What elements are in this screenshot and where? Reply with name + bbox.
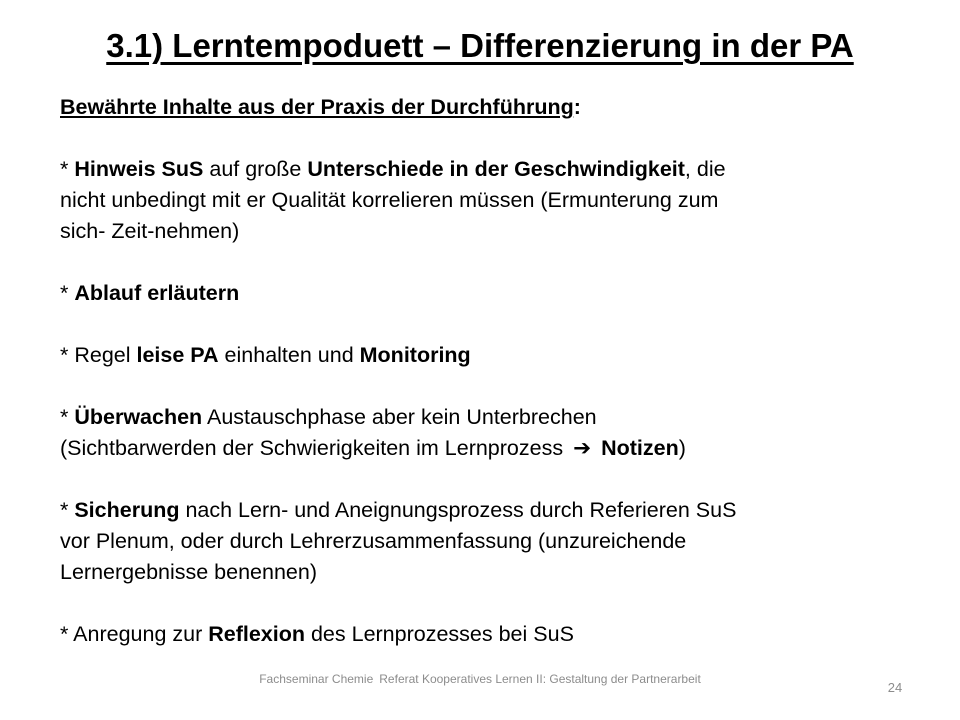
bullet-hinweis-bold2: Unterschiede in der Geschwindigkeit — [307, 157, 685, 181]
bullet-ueberwachen-text1: Austauschphase aber kein Unterbrechen — [202, 405, 597, 429]
spacer — [60, 309, 920, 340]
bullet-hinweis-line2: nicht unbedingt mit er Qualität korrelieren müssen (Ermunterung zum — [60, 188, 719, 212]
page-number: 24 — [887, 680, 903, 695]
bullet-regel-prefix: * Regel — [60, 343, 137, 367]
bullet-hinweis-bold1: Hinweis SuS — [74, 157, 204, 181]
bullet-regel-bold1: leise PA — [136, 343, 219, 367]
bullet-anregung-prefix: * Anregung zur — [60, 622, 209, 646]
bullet-ueberwachen-line2 — [60, 433, 920, 464]
footer-topic: Referat Kooperatives Lernen II: Gestaltung der Partnerarbeit — [379, 672, 701, 686]
bullet-ueberwachen-line2-end: ) — [678, 436, 686, 460]
bullet-sicherung-line3: Lernergebnisse benennen) — [60, 560, 318, 584]
bullet-regel — [60, 340, 920, 371]
bullet-marker: * — [60, 281, 75, 305]
spacer — [60, 588, 920, 619]
bullet-sicherung-bold1: Sicherung — [74, 498, 180, 522]
bullet-sicherung — [60, 495, 920, 588]
bullet-marker: * — [60, 498, 75, 522]
spacer — [60, 123, 920, 154]
bullet-hinweis-text2: , die — [684, 157, 726, 181]
slide-title-text: 3.1) Lerntempoduett – Differenzierung in der PA — [106, 27, 854, 64]
bullet-hinweis-line1 — [60, 154, 920, 185]
bullet-hinweis — [60, 154, 920, 247]
bullet-sicherung-line2: vor Plenum, oder durch Lehrerzusammenfassung (unzureichende — [60, 529, 687, 553]
section-heading-colon: : — [573, 95, 581, 119]
bullet-marker: * — [60, 157, 75, 181]
bullet-marker: * — [60, 405, 75, 429]
bullet-ueberwachen — [60, 402, 920, 464]
bullet-ablauf-line1 — [60, 278, 920, 309]
slide-content — [60, 92, 920, 650]
section-heading — [60, 92, 920, 123]
bullet-ueberwachen-line1 — [60, 402, 920, 433]
spacer — [60, 371, 920, 402]
bullet-regel-line1 — [60, 340, 920, 371]
bullet-regel-bold2: Monitoring — [359, 343, 471, 367]
bullet-ablauf — [60, 278, 920, 309]
bullet-sicherung-text1: nach Lern- und Aneignungsprozess durch Referieren SuS — [179, 498, 737, 522]
bullet-anregung — [60, 619, 920, 650]
spacer — [60, 464, 920, 495]
bullet-anregung-text1: des Lernprozesses bei SuS — [305, 622, 574, 646]
bullet-anregung-line1 — [60, 619, 920, 650]
bullet-hinweis-text1: auf große — [203, 157, 308, 181]
bullet-anregung-bold1: Reflexion — [208, 622, 305, 646]
spacer — [60, 247, 920, 278]
bullet-ueberwachen-line2-text: (Sichtbarwerden der Schwierigkeiten im Lernprozess — [60, 436, 570, 460]
bullet-regel-text1: einhalten und — [218, 343, 360, 367]
bullet-hinweis-line3: sich- Zeit-nehmen) — [60, 219, 240, 243]
bullet-ueberwachen-line2-bold: Notizen — [601, 436, 679, 460]
bullet-ueberwachen-bold1: Überwachen — [74, 405, 203, 429]
slide-footer — [0, 672, 960, 686]
bullet-ablauf-bold1: Ablauf erläutern — [74, 281, 240, 305]
bullet-sicherung-line1 — [60, 495, 920, 526]
footer-course: Fachseminar Chemie — [259, 672, 374, 686]
slide-title — [0, 26, 960, 66]
arrow-right-icon: ➔ — [573, 436, 592, 461]
section-heading-text: Bewährte Inhalte aus der Praxis der Durchführung — [60, 95, 574, 119]
